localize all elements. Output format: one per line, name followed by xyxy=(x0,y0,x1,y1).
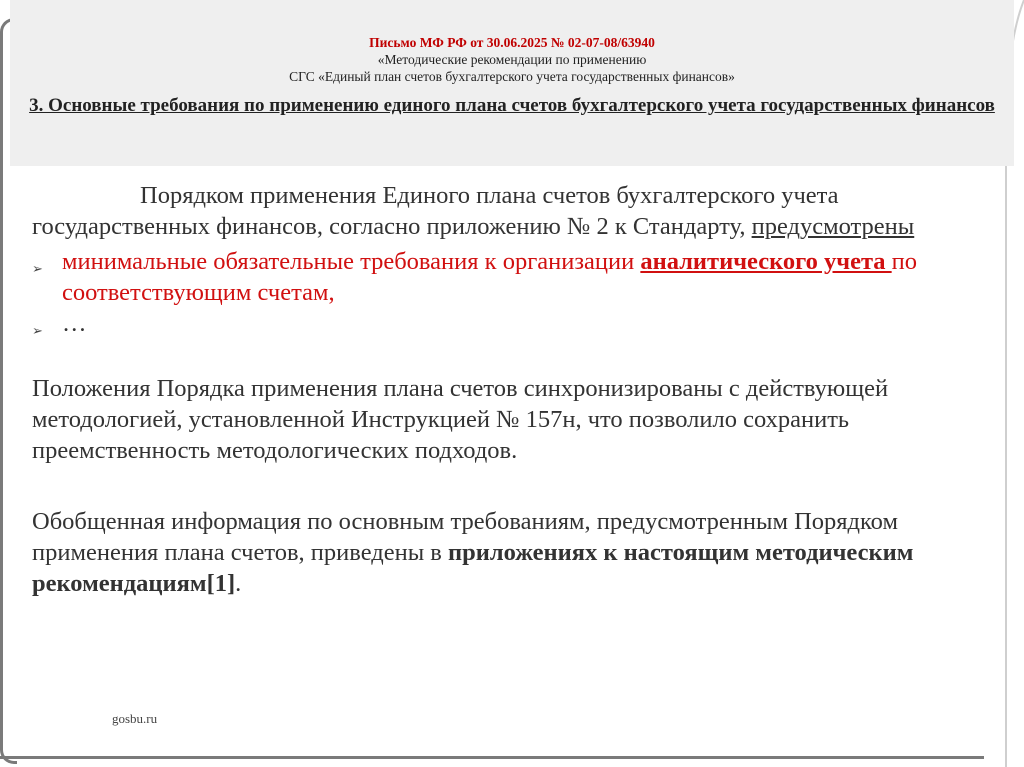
section-title: 3. Основные требования по применению единого плана счетов бухгалтерского учета государственных финансов xyxy=(29,95,995,116)
requirements-list xyxy=(32,246,982,339)
bullet1-highlight: аналитического учета xyxy=(640,248,892,275)
bullet1-text: минимальные обязательные требования к организации xyxy=(62,248,641,275)
slide-frame-bottom xyxy=(0,756,984,759)
sync-paragraph: Положения Порядка применения плана счетов синхронизированы с действующей методологией, установленной Инструкцией № 157н, что позволило сохранить преемственность методологических подходов. xyxy=(32,375,889,464)
slide-header xyxy=(10,0,1014,166)
letter-reference: Письмо МФ РФ от 30.06.2025 № 02-07-08/63940 xyxy=(369,35,655,50)
summary-end: . xyxy=(235,570,242,597)
intro-paragraph xyxy=(32,180,982,242)
intro-underlined: предусмотрены xyxy=(751,213,915,240)
bullet1-tail: по соответствующим счетам, xyxy=(62,248,918,306)
arrow-bullet-icon: ➢ xyxy=(32,262,43,277)
summary-paragraph xyxy=(32,506,982,599)
list-item xyxy=(32,246,982,308)
bullet2-text: … xyxy=(62,310,87,337)
list-item xyxy=(32,308,982,339)
intro-text: Порядком применения Единого плана счетов бухгалтерского учета государственных финансов, согласно приложению № 2 к Стандарту, xyxy=(32,182,839,240)
header-subtitle-1: «Методические рекомендации по применению xyxy=(377,52,647,67)
arrow-bullet-icon: ➢ xyxy=(32,324,43,339)
source-footer: gosbu.ru xyxy=(112,711,158,726)
summary-text: Обобщенная информация по основным требованиям, предусмотренным Порядком применения плана счетов, приведены в xyxy=(32,508,898,566)
header-subtitle-2: СГС «Единый план счетов бухгалтерского учета государственных финансов» xyxy=(289,69,735,84)
summary-bold: приложениях к настоящим методическим рекомендациям[1] xyxy=(32,539,914,597)
slide-body xyxy=(32,180,982,599)
